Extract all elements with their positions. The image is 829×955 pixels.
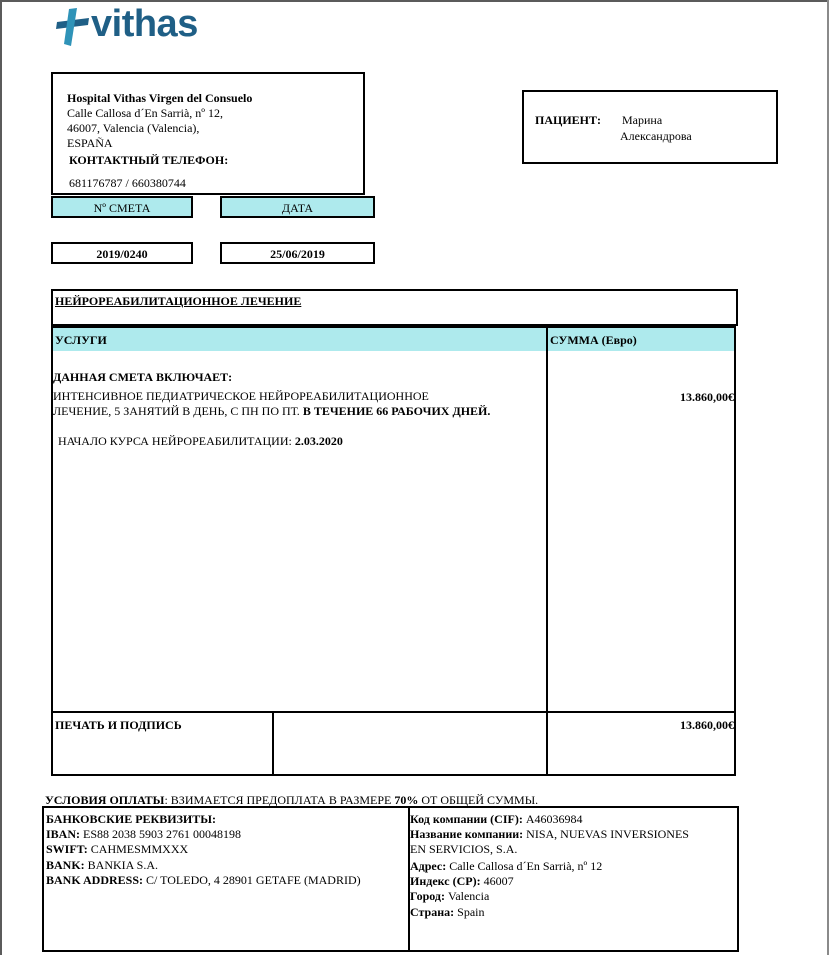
service-line1: ИНТЕНСИВНОЕ ПЕДИАТРИЧЕСКОЕ НЕЙРОРЕАБИЛИТАЦИОННОЕ xyxy=(53,389,429,403)
stamp-divider xyxy=(272,711,274,774)
page-edge xyxy=(0,0,2,955)
stamp-signature-label: ПЕЧАТЬ И ПОДПИСЬ xyxy=(55,718,182,732)
services-table xyxy=(51,326,736,776)
payment-label: УСЛОВИЯ ОПЛАТЫ xyxy=(45,793,165,807)
company-zip-value: 46007 xyxy=(483,874,514,888)
company-zip-label: Индекс (CP): xyxy=(410,874,481,888)
patient-first-name: Марина xyxy=(622,113,663,127)
bank-address-row xyxy=(46,873,361,888)
course-start-label: НАЧАЛО КУРСА НЕЙРОРЕАБИЛИТАЦИИ: xyxy=(58,434,292,448)
amount-column-header: СУММА (Евро) xyxy=(550,333,637,347)
company-city-row xyxy=(410,889,489,904)
company-country-label: Страна: xyxy=(410,905,455,919)
estimate-date-header: ДАТА xyxy=(220,196,375,218)
total-amount: 13.860,00€ xyxy=(680,718,734,732)
company-name-label: Название компании: xyxy=(410,827,524,841)
swift-value: CAHMESMMXXX xyxy=(90,842,189,856)
iban-label: IBAN: xyxy=(46,827,81,841)
includes-title: ДАННАЯ СМЕТА ВКЛЮЧАЕТ: xyxy=(53,370,233,384)
bank-label: BANK: xyxy=(46,858,85,872)
bank-address-value: C/ TOLEDO, 4 28901 GETAFE (MADRID) xyxy=(146,873,361,887)
swift-label: SWIFT: xyxy=(46,842,88,856)
company-name-row xyxy=(410,827,689,842)
payment-text: : ВЗИМАЕТСЯ ПРЕДОПЛАТА В РАЗМЕРЕ xyxy=(164,793,392,807)
phone-label: КОНТАКТНЫЙ ТЕЛЕФОН: xyxy=(69,153,229,167)
estimate-number: 2019/0240 xyxy=(51,242,193,264)
company-zip-row xyxy=(410,874,514,889)
bank-company-box xyxy=(42,806,739,952)
cif-row xyxy=(410,812,583,827)
company-country-row xyxy=(410,905,484,920)
company-name-line2: EN SERVICIOS, S.A. xyxy=(410,842,518,856)
service-line2 xyxy=(53,404,490,419)
hospital-address-line2: 46007, Valencia (Valencia), xyxy=(67,121,200,135)
cif-value: A46036984 xyxy=(525,812,583,826)
course-start xyxy=(58,434,343,449)
treatment-title: НЕЙРОРЕАБИЛИТАЦИОННОЕ ЛЕЧЕНИЕ xyxy=(55,294,302,308)
page-edge xyxy=(0,0,829,2)
hospital-address-line1: Calle Callosa d´En Sarrià, nº 12, xyxy=(67,106,224,120)
service-amount: 13.860,00€ xyxy=(680,390,734,404)
phone-numbers: 681176787 / 660380744 xyxy=(69,176,186,190)
column-divider xyxy=(546,328,548,774)
bank-value: BANKIA S.A. xyxy=(87,858,159,872)
payment-percent: 70% xyxy=(394,793,419,807)
service-line2-text: ЛЕЧЕНИЕ, 5 ЗАНЯТИЙ В ДЕНЬ, С ПН ПО ПТ. xyxy=(53,404,300,418)
bank-title: БАНКОВСКИЕ РЕКВИЗИТЫ: xyxy=(46,812,217,826)
hospital-info-box xyxy=(51,72,365,195)
estimate-date: 25/06/2019 xyxy=(220,242,375,264)
hospital-country: ESPAÑA xyxy=(67,136,113,150)
cif-label: Код компании (CIF): xyxy=(410,812,523,826)
logo xyxy=(55,4,215,48)
company-address-label: Адрес: xyxy=(410,859,447,873)
company-name-value: NISA, NUEVAS INVERSIONES xyxy=(526,827,689,841)
company-address-row xyxy=(410,859,602,874)
company-city-value: Valencia xyxy=(447,889,490,903)
company-city-label: Город: xyxy=(410,889,445,903)
patient-label: ПАЦИЕНТ: xyxy=(535,113,602,127)
bank-row xyxy=(46,858,158,873)
treatment-title-box xyxy=(51,289,738,326)
patient-last-name: Александрова xyxy=(620,129,692,143)
bank-address-label: BANK ADDRESS: xyxy=(46,873,144,887)
logo-text: vithas xyxy=(91,3,198,45)
company-address-value: Calle Callosa d´En Sarrià, nº 12 xyxy=(449,859,603,873)
vithas-cross-logo-icon xyxy=(55,8,91,46)
service-duration: В ТЕЧЕНИЕ 66 РАБОЧИХ ДНЕЙ. xyxy=(302,404,491,418)
hospital-name: Hospital Vithas Virgen del Consuelo xyxy=(67,91,253,105)
swift-row xyxy=(46,842,188,857)
row-divider xyxy=(53,711,734,713)
estimate-number-header: Nº СМЕТА xyxy=(51,196,193,218)
course-start-date: 2.03.2020 xyxy=(294,434,343,448)
iban-value: ES88 2038 5903 2761 00048198 xyxy=(83,827,242,841)
company-country-value: Spain xyxy=(457,905,485,919)
payment-text-end: ОТ ОБЩЕЙ СУММЫ. xyxy=(421,793,539,807)
iban-row xyxy=(46,827,241,842)
patient-box xyxy=(522,90,778,164)
services-column-header: УСЛУГИ xyxy=(55,333,107,347)
